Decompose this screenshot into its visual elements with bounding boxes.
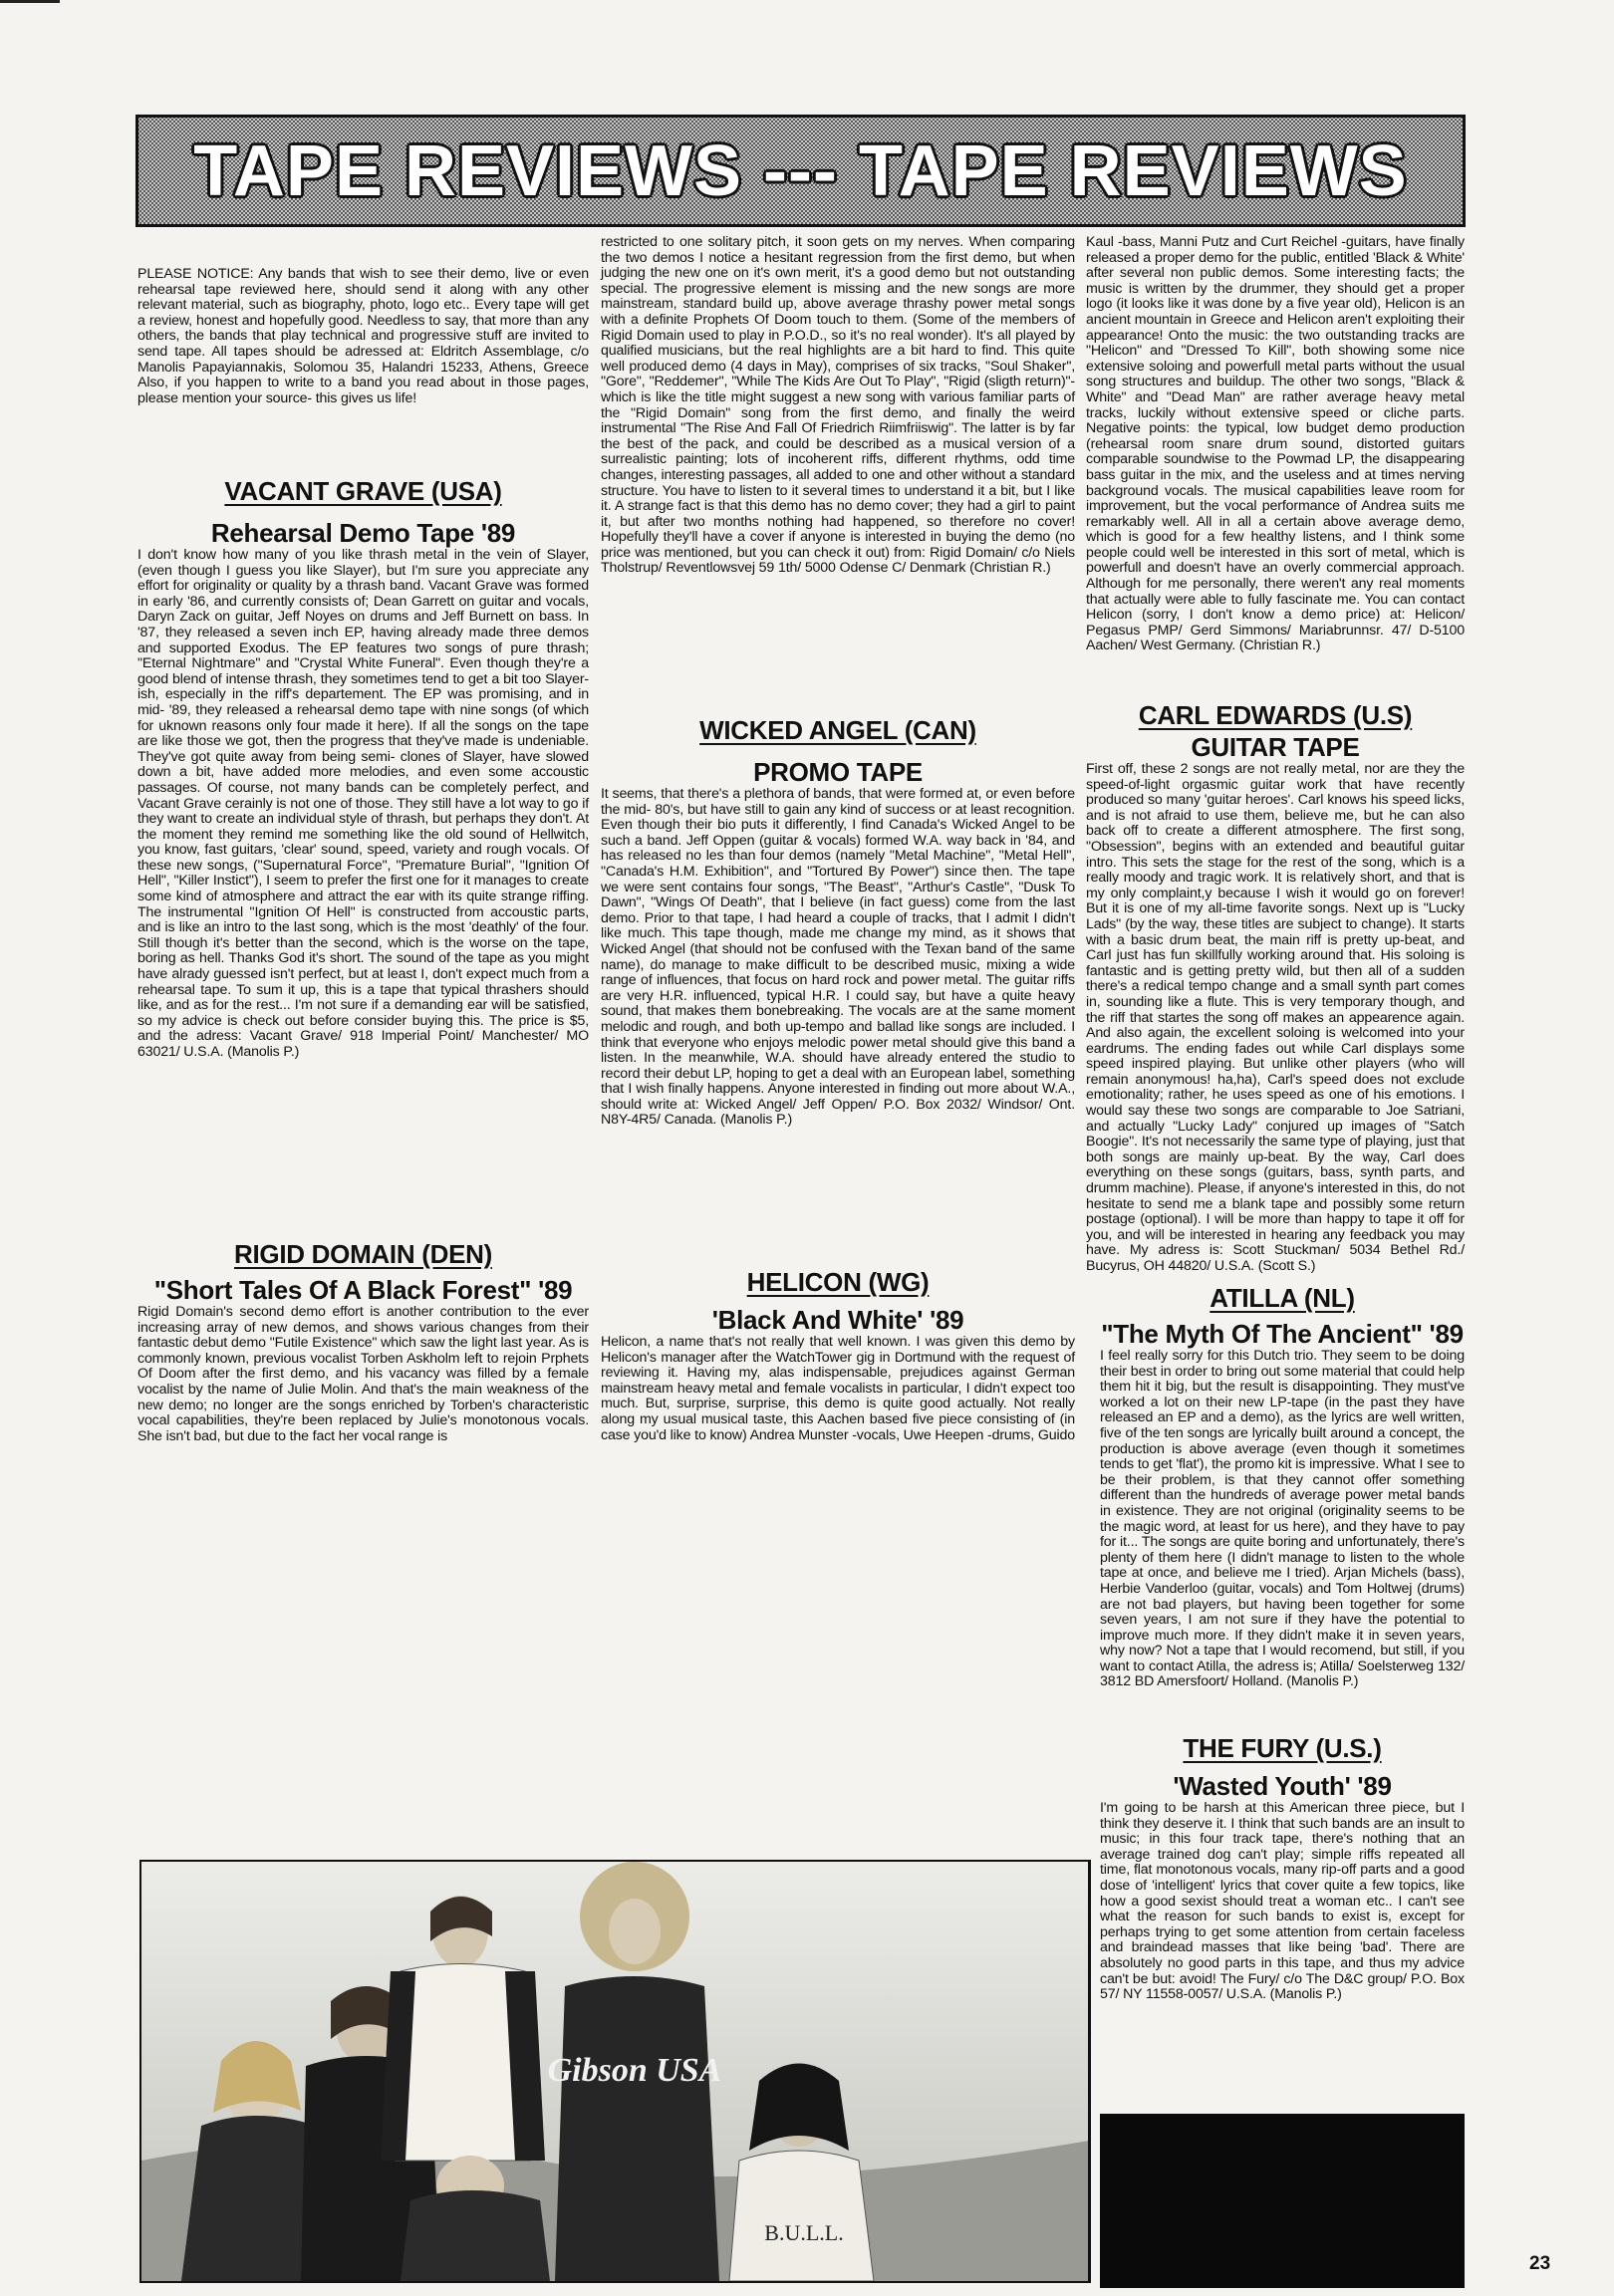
tape-reviews-banner — [135, 115, 1466, 227]
review-text: restricted to one solitary pitch, it soon gets on my nerves. When comparing the two demos I notice a hesitant regression from the first demo, but when judging the new one on it's own merit, it's a good demo but not outstanding special. The progressive element is missing and the new songs are more mainstream, standard build up, above average thrashy power metal songs with a definite Prophets Of Doom touch to them. (Some of the members of Rigid Domain used to play in P.O.D., so it's no real wonder). It's all played by qualified musicians, but the real highlights are a bit hard to find. This quite well produced demo (4 days in May), comprises of six tracks, "Soul Shaker", "Gore", "Reddemer", "While The Kids Are Out To Play", "Rigid (sligth return)"- which is like the title might suggest a new song with various familiar parts of the "Rigid Domain" song from the first demo, and finally the weird instrumental "The Rise And Fall Of Friedrich Riimfriiswig". The latter is by far the best of the pack, and could be described as a musical version of a surrealistic painting; lots of incoherent riffs, different rhythms, odd time changes, interesting passages, all added to one and other without a standard structure. You have to listen to it several times to understand it a bit, but I like it. A strange fact is that this demo has no demo cover; they had a girl to paint it, but after two months nothing had happened, so therefore no cover! Hopefully they'll have a cover if anyone is interested in buying the demo (no price was mentioned, but you can check it out) from: Rigid Domain/ c/o Niels Tholstrup/ Reventlowsvej 59 1th/ 5000 Odense C/ Denmark (Christian R.) — [601, 234, 1075, 577]
review-text: I'm going to be harsh at this American three piece, but I think they deserve it. I think that such bands are an insult to music; in this four track tape, there's nothing that an average trained dog can't play; simple riffs repeated all time, flat monotonous vocals, many rip-off parts and a good dose of 'intelligent' lyrics that cover quite a few topics, like how a good sexist should treat a woman etc.. I can't see what the reason for such bands to exist is, except for perhaps trying to get some attention from certain faceless and braindead masses that like being 'bad'. There are absolutely no good parts in this tape, and thus my advice can't be but: avoid! The Fury/ c/o The D&C group/ P.O. Box 57/ NY 11558-0057/ U.S.A. (Manolis P.) — [1100, 1800, 1465, 2003]
band-heading: HELICON (WG) — [746, 1267, 930, 1297]
review-text: Rigid Domain's second demo effort is another contribution to the ever increasing array of new demos, and shows various changes from their fantastic debut demo "Futile Existence" which saw the light last year. As is commonly known, previous vocalist Torben Askholm left to rejoin Prphets Of Doom after the first demo, and his vacancy was filled by a female vocalist by the name of Julie Molin. And that's the main weakness of the new demo; no longer are the songs enriched by Torben's characteristic vocal capabilities, they're been replaced by Julie's monotonous vocals. She isn't bad, but due to the fact her vocal range is — [137, 1304, 589, 1444]
release-title: PROMO TAPE — [753, 757, 923, 787]
review-text: I feel really sorry for this Dutch trio. They seem to be doing their best in order to bring out some material that could help them hit it big, but the result is disappointing. They must've worked a lot on their new LP-tape (in the past they have released an EP and a demo), as the lyrics are well written, five of the ten songs are lyrically built around a concept, the production is above average (even though it sometimes tends to get 'flat'), the promo kit is impressive. What I see to be their problem, is that they cannot offer something different than the hundreds of average power metal bands in existence. They are not original (originality seems to be the magic word, at least for us here), and they have to pay for it... The songs are quite boring and unfortunately, there's plenty of them here (I didn't manage to listen to the whole tape at once, and believe me I tried). Arjan Michels (bass), Herbie Vanderloo (guitar, vocals) and Tom Holtwej (drums) are not bad players, but having been together for some seven years, I am not sure if they have the potential to improve much more. If they didn't make it in seven years, why now? Not a tape that I would recomend, but still, if you want to contact Atilla, the adress is; Atilla/ Soelsterweg 132/ 3812 BD Amersfoort/ Holland. (Manolis P.) — [1100, 1348, 1465, 1690]
review-text: Helicon, a name that's not really that well known. I was given this demo by Helicon's manager after the WatchTower gig in Dortmund with the request of reviewing it. Having my, alas indispensable, prejudices against German mainstream heavy metal and female vocalists in particular, I didn't expect too much. But, surprise, surprise, this demo is quite good actually. Not really along my usual musical taste, this Aachen based five piece consisting of (in case you'd like to know) Andrea Munster -vocals, Uwe Heepen -drums, Guido — [601, 1334, 1075, 1443]
band-heading: RIGID DOMAIN (DEN) — [234, 1239, 492, 1269]
release-title: 'Wasted Youth' '89 — [1173, 1771, 1392, 1801]
photo-column-divider — [1088, 1860, 1091, 2283]
review-vacant-grave — [137, 476, 589, 1061]
page-number: 23 — [1529, 2253, 1551, 2274]
band-photo — [139, 1860, 1091, 2283]
review-helicon-continued — [1086, 235, 1465, 654]
review-wicked-angel — [601, 715, 1075, 1129]
band-heading: ATILLA (NL) — [1210, 1283, 1355, 1313]
review-rigid-domain-continued — [601, 235, 1075, 577]
page-edge-mark — [0, 0, 60, 3]
release-title: GUITAR TAPE — [1191, 732, 1360, 762]
release-title: Rehearsal Demo Tape '89 — [210, 518, 516, 548]
release-title: "The Myth Of The Ancient" '89 — [1101, 1319, 1464, 1349]
band-heading: WICKED ANGEL (CAN) — [699, 715, 976, 745]
review-text: Kaul -bass, Manni Putz and Curt Reichel -guitars, have finally released a proper demo for the public, entitled 'Black & White' after several non public demos. Some interesting facts; the music is written by the drummer, they should get a proper logo (it looks like it was done by a five year old), Helicon is an ancient mountain in Greece and Helicon aren't exploiting their appearance! Onto the music: the two outstanding tracks are "Helicon" and "Dressed To Kill", both showing some nice extensive soloing and powerfull metal parts without the usual song structures and buildup. The other two songs, "Black & White" and "Dead Man" are rather average heavy metal tracks, luckily without extensive speed or cliche parts. Negative points: the typical, low budget demo production (rehearsal room snare drum sound, distorted guitars comparable soundwise to the Powmad LP, the disappearing bass guitar in the mix, and the useless and at times nerving background vocals. The musical capabilities leave room for improvement, but the vocal performance of Andrea suits me remarkably well. All in all a certain above average demo, which is good for a few healthy listens, and I think some people could well be interested in this sort of metal, which is powerfull and doesn't have an overly commercial approach. Although for me personally, there weren't any real moments that actually were able to fully fascinate me. You can contact Helicon (sorry, I don't know a demo price) at: Helicon/ Pegasus PMP/ Gerd Simmons/ Mariabrunnsr. 47/ D-5100 Aachen/ West Germany. (Christian R.) — [1086, 234, 1465, 654]
banner-title: TAPE REVIEWS --- TAPE REVIEWS — [193, 130, 1408, 211]
band-photo-illustration — [141, 1862, 1089, 2281]
column-left — [137, 267, 589, 406]
shirt-text-2: B.U.L.L. — [764, 2220, 844, 2245]
review-atilla — [1100, 1283, 1465, 1690]
release-title: 'Black And White' '89 — [711, 1305, 964, 1335]
review-text: I don't know how many of you like thrash metal in the vein of Slayer, (even though I guess you like Slayer), but I'm sure you appreciate any effort for originality or quality by a thrash band. Vacant Grave was formed in early '86, and currently consists of; Dean Garrett on guitar and vocals, Daryn Zack on guitar, Jeff Noyes on drums and Jeff Burnett on bass. In '87, they released a seven inch EP, having already made three demos and supported Exodus. The EP features two songs of pure thrash; "Eternal Nightmare" and "Crystal White Funeral". Even though they're a good blend of intense thrash, they sometimes tend to get a bit too Slayer-ish, especially in the riff's departement. The EP was promising, and in mid- '89, they released a rehearsal demo tape with nine songs (of which for uknown reasons only four made it here). If all the songs on the tape are like those we got, then the progress that they've made is undeniable. They've got quite away from being semi- clones of Slayer, have slowed down a bit, have added more melodies, and even some accoustic passages. Of course, not many bands can be completely perfect, and Vacant Grave cerainly is not one of those. They still have a lot way to go if they want to create an individual style of thrash, but perhaps they don't. At the moment they remind me something like the old sound of Hellwitch, you know, fast guitars, 'clear' sound, speed, variety and rough vocals. Of these new songs, ("Supernatural Force", "Premature Burial", "Ignition Of Hell", "Killer Instict"), I seem to prefer the first one for it manages to create some kind of atmosphere and attract the ear with its quite strange riffing. The instrumental "Ignition Of Hell" is constructed from accoustic parts, and is like an intro to the last song, which is the most 'deathly' of the four. Still though it's better than the second, which is the worse on the tape, boring as hell. Thanks God it's short. The sound of the tape as you might have alrady guessed isn't perfect, but at least I, don't expect much from a rehearsal tape. To sum it up, this is a tape that typical thrashers should like, and as for the rest... I'm not sure if a demanding ear will be satisfied, so my advice is check out before consider buying this. The price is $5, and the adress: Vacant Grave/ 918 Imperial Point/ Manchester/ MO 63021/ U.S.A. (Manolis P.) — [137, 547, 589, 1060]
review-the-fury — [1100, 1733, 1465, 2003]
notice-text: PLEASE NOTICE: Any bands that wish to see their demo, live or even rehearsal tape reviewed here, should send it along with any other relevant material, such as biography, photo, logo etc.. Every tape will get a review, honest and hopefully good. Needless to say, that more than any others, the bands that play technical and progressive stuff are invited to send tape. All tapes should be adressed at: Eldritch Assemblage, c/o Manolis Papayiannakis, Solomou 35, Halandri 15233, Athens, Greece Also, if you happen to write to a band you read about in those pages, please mention your source- this gives us life! — [137, 266, 589, 406]
review-text: It seems, that there's a plethora of bands, that were formed at, or even before the mid- 80's, but have still to gain any kind of success or at least recognition. Even though their bio puts it differently, I find Canada's Wicked Angel to be such a band. Jeff Oppen (guitar & vocals) formed W.A. way back in '84, and has released no les than four demos (namely "Metal Machine", "Metal Hell", "Canada's H.M. Exhibition", and "Tortured By Power") since then. The tape we were sent contains four songs, "The Beast", "Arthur's Castle", "Dusk To Dawn", "Wings Of Death", that I believe (in fact guess) come from the last demo. Prior to that tape, I had heard a couple of tracks, that I admit I didn't like much. This tape though, made me change my mind, as it shows that Wicked Angel (that should not be confused with the Texan band of the same name), do manage to make difficult to be described music, mixing a wide range of influences, that focus on hard rock and power metal. The guitar riffs are very H.R. influenced, typical H.R. I could say, but have a quite heavy sound, that makes them bonebreaking. The vocals are at the same moment melodic and rough, and both up-tempo and ballad like songs are included. I think that everyone who enjoys melodic power metal should give this band a listen. In the meanwhile, W.A. should have already entered the studio to record their debut LP, hoping to get a deal with an European label, something that I wish finally happens. Anyone interested in finding out more about W.A., should write at: Wicked Angel/ Jeff Oppen/ P.O. Box 2032/ Windsor/ Ont. N8Y-4R5/ Canada. (Manolis P.) — [601, 786, 1075, 1129]
band-heading: THE FURY (U.S.) — [1183, 1733, 1382, 1763]
band-heading: VACANT GRAVE (USA) — [224, 476, 502, 506]
review-carl-edwards — [1086, 700, 1465, 1275]
shirt-logo-text: Gibson USA — [547, 2052, 722, 2089]
review-rigid-domain — [137, 1239, 589, 1444]
review-helicon — [601, 1267, 1075, 1443]
black-filler-box — [1100, 2114, 1465, 2288]
band-heading: CARL EDWARDS (U.S) — [1138, 700, 1413, 730]
release-title: "Short Tales Of A Black Forest" '89 — [153, 1275, 573, 1305]
review-text: First off, these 2 songs are not really metal, nor are they the speed-of-light orgasmic guitar work that have recently produced so many 'guitar heroes'. Carl knows his speed licks, and is not afraid to use them, believe me, but he can also back off to create a different atmosphere. The first song, "Obsession", begins with an extended and beautiful guitar intro. This sets the stage for the rest of the song, which is a really moody and tragic work. It is relatively short, and that is my only complaint,y because I wish it would go on forever! But it is one of my all-time favorite songs. Next up is "Lucky Lads" (by the way, these titles are subject to change). It starts with a basic drum beat, the main riff is pretty up-beat, and Carl just has fun skillfully working around that. His soloing is fantastic and is getting pretty wild, but then all of a sudden there's a redical tempo change and a small synth part comes in, sounding like a flute. This is very temporary though, and the riff that startes the song off makes an appearence again. And also again, the excellent soloing is welcomed into your eardrums. The ending fades out while Carl displays some speed inspired playing. But unlike other players (who will remain anonymous! ha,ha), Carl's speed does not exclude emotionality; rather, he uses speed as one of his emotions. I would say these two songs are comparable to Joe Satriani, and actually "Lucky Lady" conjured up images of "Satch Boogie". It's not necessarily the same type of playing, just that both songs are mainly up-beat. By the way, Carl does everything on these songs (guitars, bass, synth parts, and drumm machine). Please, if anyone's interested in this, do not hesitate to send me a blank tape and possibly some return postage (optional). I will be more than happy to tape it off for you, and will be interested in hearing any feedback you may have. My adress is: Scott Stuckman/ 5034 Bethel Rd./ Bucyrus, OH 44820/ U.S.A. (Scott S.) — [1086, 761, 1465, 1274]
